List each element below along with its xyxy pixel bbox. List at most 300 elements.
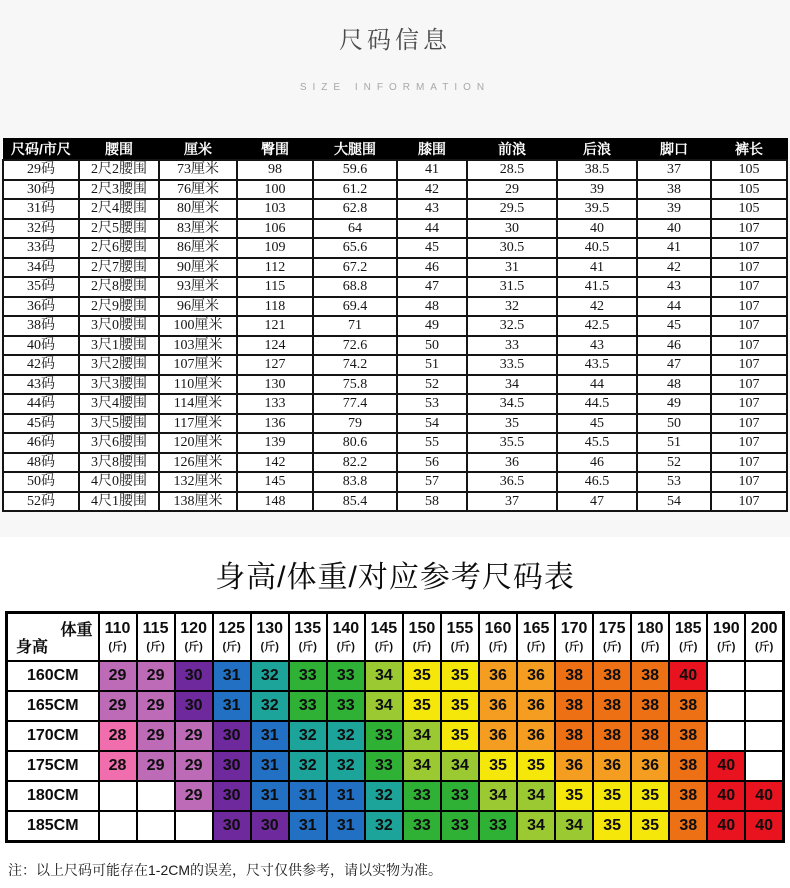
size-table-row — [3, 375, 787, 395]
size-cell: 39.5 — [557, 199, 637, 219]
weight-value: 135 — [294, 620, 322, 637]
size-cell: 38码 — [3, 316, 79, 336]
size-cell: 42.5 — [557, 316, 637, 336]
weight-unit: (斤) — [754, 641, 774, 653]
size-cell: 57 — [397, 472, 467, 492]
size-cell: 40 — [637, 219, 711, 239]
size-cell: 58 — [397, 492, 467, 512]
weight-col-header — [593, 613, 631, 662]
size-cell: 80.6 — [313, 433, 397, 453]
size-cell: 2尺4腰围 — [79, 199, 159, 219]
ref-size-cell: 35 — [593, 811, 631, 842]
size-cell: 42 — [637, 258, 711, 278]
size-cell: 53 — [397, 394, 467, 414]
size-cell: 107 — [711, 219, 787, 239]
weight-value: 125 — [218, 620, 246, 637]
size-cell: 107 — [711, 433, 787, 453]
weight-col-header — [99, 613, 137, 662]
size-cell: 42 — [557, 297, 637, 317]
page-title: 尺码信息 — [339, 27, 451, 54]
ref-size-cell: 40 — [745, 781, 783, 811]
size-table-body — [3, 160, 787, 511]
ref-size-cell: 29 — [137, 751, 175, 781]
ref-size-cell: 33 — [441, 811, 479, 842]
size-cell: 107 — [711, 297, 787, 317]
ref-size-cell: 34 — [517, 781, 555, 811]
ref-size-cell — [707, 691, 745, 721]
size-cell: 46 — [637, 336, 711, 356]
ref-size-cell: 36 — [517, 691, 555, 721]
size-cell: 49 — [397, 316, 467, 336]
ref-size-cell — [745, 721, 783, 751]
size-cell: 44码 — [3, 394, 79, 414]
weight-unit: (斤) — [108, 641, 127, 653]
weight-label: 体重 — [60, 622, 93, 639]
size-cell: 121 — [237, 316, 313, 336]
size-cell: 48 — [637, 375, 711, 395]
size-cell: 130 — [237, 375, 313, 395]
ref-size-cell: 36 — [479, 721, 517, 751]
size-cell: 62.8 — [313, 199, 397, 219]
ref-size-cell: 35 — [555, 781, 593, 811]
ref-size-cell: 35 — [631, 781, 669, 811]
ref-size-cell: 38 — [631, 691, 669, 721]
weight-col-header — [327, 613, 365, 662]
weight-unit: (斤) — [260, 641, 279, 653]
height-row-header: 185CM — [7, 811, 99, 842]
size-table-row — [3, 472, 787, 492]
size-cell: 55 — [397, 433, 467, 453]
size-cell: 40.5 — [557, 238, 637, 258]
size-cell: 33码 — [3, 238, 79, 258]
ref-size-cell: 35 — [479, 751, 517, 781]
weight-value: 180 — [636, 620, 664, 637]
size-cell: 40 — [557, 219, 637, 239]
size-cell: 127 — [237, 355, 313, 375]
size-cell: 2尺9腰围 — [79, 297, 159, 317]
size-col-header: 脚口 — [637, 139, 711, 161]
weight-unit: (斤) — [679, 641, 698, 653]
weight-value: 165 — [522, 620, 550, 637]
size-cell: 35码 — [3, 277, 79, 297]
weight-value: 185 — [674, 620, 702, 637]
size-cell: 142 — [237, 453, 313, 473]
ref-size-cell: 38 — [631, 661, 669, 691]
ref-size-cell: 40 — [707, 751, 745, 781]
ref-size-cell: 36 — [555, 751, 593, 781]
weight-value: 115 — [142, 620, 169, 637]
ref-size-cell: 29 — [137, 661, 175, 691]
ref-size-cell: 30 — [213, 781, 251, 811]
ref-size-cell: 38 — [631, 721, 669, 751]
ref-size-cell: 34 — [479, 781, 517, 811]
weight-value: 200 — [750, 620, 778, 637]
size-cell: 44 — [397, 219, 467, 239]
ref-size-cell: 38 — [593, 661, 631, 691]
ref-size-cell: 36 — [593, 751, 631, 781]
size-table — [2, 138, 788, 512]
size-cell: 107 — [711, 355, 787, 375]
ref-size-cell — [175, 811, 213, 842]
weight-col-header — [707, 613, 745, 662]
size-cell: 41 — [637, 238, 711, 258]
size-cell: 64 — [313, 219, 397, 239]
size-table-row — [3, 414, 787, 434]
weight-col-header — [441, 613, 479, 662]
weight-unit: (斤) — [184, 641, 203, 653]
weight-value: 190 — [712, 620, 740, 637]
ref-table-row — [7, 751, 784, 781]
size-cell: 35 — [467, 414, 557, 434]
ref-size-cell: 34 — [365, 691, 403, 721]
size-cell: 69.4 — [313, 297, 397, 317]
weight-value: 130 — [256, 620, 284, 637]
weight-unit: (斤) — [374, 641, 394, 653]
ref-size-cell: 34 — [365, 661, 403, 691]
size-cell: 107 — [711, 394, 787, 414]
size-cell: 42码 — [3, 355, 79, 375]
size-cell: 2尺3腰围 — [79, 180, 159, 200]
weight-value: 120 — [180, 620, 207, 637]
weight-unit: (斤) — [412, 641, 432, 653]
height-row-header: 175CM — [7, 751, 99, 781]
ref-size-cell: 29 — [99, 691, 137, 721]
ref-size-cell: 28 — [99, 751, 137, 781]
height-row-header: 165CM — [7, 691, 99, 721]
size-cell: 74.2 — [313, 355, 397, 375]
size-cell: 52 — [397, 375, 467, 395]
size-cell: 44 — [557, 375, 637, 395]
ref-table-row — [7, 721, 784, 751]
weight-col-header — [669, 613, 707, 662]
size-cell: 103厘米 — [159, 336, 237, 356]
size-cell: 86厘米 — [159, 238, 237, 258]
size-cell: 61.2 — [313, 180, 397, 200]
ref-size-cell — [707, 721, 745, 751]
size-cell: 115 — [237, 277, 313, 297]
size-cell: 29码 — [3, 160, 79, 180]
size-cell: 82.2 — [313, 453, 397, 473]
ref-size-cell: 35 — [441, 661, 479, 691]
size-cell: 31.5 — [467, 277, 557, 297]
size-cell: 77.4 — [313, 394, 397, 414]
ref-size-cell: 31 — [213, 661, 251, 691]
size-cell: 43码 — [3, 375, 79, 395]
size-cell: 36.5 — [467, 472, 557, 492]
ref-size-cell: 33 — [479, 811, 517, 842]
ref-size-cell: 35 — [441, 721, 479, 751]
size-cell: 3尺6腰围 — [79, 433, 159, 453]
size-col-header: 前浪 — [467, 139, 557, 161]
size-cell: 41 — [397, 160, 467, 180]
size-cell: 107 — [711, 472, 787, 492]
ref-size-cell: 34 — [555, 811, 593, 842]
ref-size-cell — [745, 751, 783, 781]
ref-size-cell: 33 — [365, 751, 403, 781]
ref-size-cell: 32 — [289, 721, 327, 751]
size-cell: 44.5 — [557, 394, 637, 414]
ref-size-cell: 36 — [479, 661, 517, 691]
size-cell: 46 — [557, 453, 637, 473]
ref-size-cell: 34 — [517, 811, 555, 842]
size-col-header: 大腿围 — [313, 139, 397, 161]
size-cell: 106 — [237, 219, 313, 239]
size-col-header: 臀围 — [237, 139, 313, 161]
weight-col-header — [517, 613, 555, 662]
ref-size-cell: 32 — [251, 691, 289, 721]
size-cell: 3尺0腰围 — [79, 316, 159, 336]
size-cell: 83厘米 — [159, 219, 237, 239]
ref-size-cell: 30 — [213, 811, 251, 842]
size-cell: 133 — [237, 394, 313, 414]
size-cell: 51 — [637, 433, 711, 453]
size-cell: 40码 — [3, 336, 79, 356]
size-table-row — [3, 219, 787, 239]
ref-size-cell: 40 — [745, 811, 783, 842]
size-cell: 124 — [237, 336, 313, 356]
ref-size-cell: 38 — [593, 691, 631, 721]
size-cell: 68.8 — [313, 277, 397, 297]
ref-size-cell: 38 — [555, 721, 593, 751]
weight-unit: (斤) — [450, 641, 470, 653]
size-cell: 4尺0腰围 — [79, 472, 159, 492]
size-cell: 48 — [397, 297, 467, 317]
size-cell: 80厘米 — [159, 199, 237, 219]
size-cell: 32码 — [3, 219, 79, 239]
size-cell: 51 — [397, 355, 467, 375]
size-cell: 52 — [637, 453, 711, 473]
ref-size-cell: 31 — [251, 781, 289, 811]
weight-value: 155 — [446, 620, 474, 637]
ref-table-row — [7, 811, 784, 842]
ref-size-cell — [99, 781, 137, 811]
size-cell: 100厘米 — [159, 316, 237, 336]
size-table-row — [3, 453, 787, 473]
ref-size-cell: 30 — [175, 691, 213, 721]
size-cell: 31 — [467, 258, 557, 278]
ref-size-cell: 31 — [289, 781, 327, 811]
ref-size-cell: 33 — [403, 781, 441, 811]
size-cell: 96厘米 — [159, 297, 237, 317]
ref-size-cell: 30 — [251, 811, 289, 842]
size-table-row — [3, 355, 787, 375]
height-label: 身高 — [16, 639, 49, 656]
weight-col-header — [631, 613, 669, 662]
size-cell: 52码 — [3, 492, 79, 512]
size-col-header: 裤长 — [711, 139, 787, 161]
size-cell: 2尺6腰围 — [79, 238, 159, 258]
ref-size-cell: 32 — [251, 661, 289, 691]
size-cell: 3尺2腰围 — [79, 355, 159, 375]
size-cell: 34码 — [3, 258, 79, 278]
ref-size-cell — [745, 691, 783, 721]
size-table-row — [3, 433, 787, 453]
size-cell: 107 — [711, 492, 787, 512]
weight-value: 170 — [560, 620, 588, 637]
size-cell: 79 — [313, 414, 397, 434]
ref-size-cell: 38 — [669, 691, 707, 721]
weight-value: 150 — [408, 620, 436, 637]
size-cell: 50码 — [3, 472, 79, 492]
size-table-row — [3, 238, 787, 258]
size-col-header: 膝围 — [397, 139, 467, 161]
size-cell: 30.5 — [467, 238, 557, 258]
weight-value: 110 — [104, 620, 131, 637]
size-cell: 37 — [637, 160, 711, 180]
weight-col-header — [213, 613, 251, 662]
size-cell: 46.5 — [557, 472, 637, 492]
ref-size-cell: 35 — [403, 661, 441, 691]
ref-size-cell: 35 — [517, 751, 555, 781]
ref-size-cell — [99, 811, 137, 842]
size-cell: 114厘米 — [159, 394, 237, 414]
weight-col-header — [403, 613, 441, 662]
size-cell: 107 — [711, 258, 787, 278]
reference-table-title: 身高/体重/对应参考尺码表 — [215, 561, 575, 594]
size-cell: 107 — [711, 238, 787, 258]
size-cell: 34.5 — [467, 394, 557, 414]
size-cell: 105 — [711, 180, 787, 200]
weight-unit: (斤) — [298, 641, 317, 653]
size-cell: 107 — [711, 453, 787, 473]
ref-size-cell: 36 — [479, 691, 517, 721]
ref-size-cell: 40 — [707, 781, 745, 811]
size-cell: 28.5 — [467, 160, 557, 180]
size-cell: 136 — [237, 414, 313, 434]
size-cell: 43 — [397, 199, 467, 219]
size-cell: 107 — [711, 375, 787, 395]
size-cell: 54 — [637, 492, 711, 512]
ref-table-header-row — [7, 613, 784, 662]
size-cell: 112 — [237, 258, 313, 278]
size-cell: 29 — [467, 180, 557, 200]
ref-size-cell: 35 — [403, 691, 441, 721]
size-cell: 48码 — [3, 453, 79, 473]
ref-size-cell: 35 — [593, 781, 631, 811]
ref-size-cell: 31 — [213, 691, 251, 721]
ref-size-cell: 38 — [669, 811, 707, 842]
ref-size-cell: 31 — [327, 781, 365, 811]
size-cell: 139 — [237, 433, 313, 453]
size-cell: 93厘米 — [159, 277, 237, 297]
ref-table-body — [7, 661, 784, 842]
ref-size-cell: 32 — [327, 721, 365, 751]
size-cell: 43.5 — [557, 355, 637, 375]
ref-size-cell: 33 — [327, 661, 365, 691]
size-table-row — [3, 180, 787, 200]
size-cell: 98 — [237, 160, 313, 180]
ref-size-cell: 29 — [175, 721, 213, 751]
size-cell: 118 — [237, 297, 313, 317]
ref-size-cell: 38 — [555, 691, 593, 721]
size-cell: 103 — [237, 199, 313, 219]
size-cell: 83.8 — [313, 472, 397, 492]
size-cell: 132厘米 — [159, 472, 237, 492]
ref-size-cell: 29 — [99, 661, 137, 691]
size-cell: 35.5 — [467, 433, 557, 453]
weight-unit: (斤) — [222, 641, 241, 653]
ref-size-cell: 38 — [555, 661, 593, 691]
reference-table — [5, 611, 785, 843]
size-cell: 4尺1腰围 — [79, 492, 159, 512]
size-table-row — [3, 277, 787, 297]
size-cell: 46码 — [3, 433, 79, 453]
note-text: 注：以上尺码可能存在1-2CM的误差，尺寸仅供参考，请以实物为准。 — [8, 862, 443, 878]
size-cell: 47 — [397, 277, 467, 297]
size-cell: 2尺7腰围 — [79, 258, 159, 278]
ref-size-cell: 33 — [327, 691, 365, 721]
size-cell: 2尺8腰围 — [79, 277, 159, 297]
size-cell: 45 — [557, 414, 637, 434]
size-cell: 54 — [397, 414, 467, 434]
ref-size-cell: 40 — [707, 811, 745, 842]
ref-size-cell — [745, 661, 783, 691]
size-cell: 45码 — [3, 414, 79, 434]
size-table-row — [3, 394, 787, 414]
size-cell: 45 — [637, 316, 711, 336]
size-cell: 3尺8腰围 — [79, 453, 159, 473]
size-cell: 67.2 — [313, 258, 397, 278]
ref-size-cell: 33 — [441, 781, 479, 811]
size-cell: 36码 — [3, 297, 79, 317]
size-cell: 45.5 — [557, 433, 637, 453]
size-cell: 32.5 — [467, 316, 557, 336]
corner-cell — [7, 613, 99, 662]
size-cell: 76厘米 — [159, 180, 237, 200]
height-row-header: 180CM — [7, 781, 99, 811]
size-cell: 107厘米 — [159, 355, 237, 375]
weight-col-header — [251, 613, 289, 662]
ref-size-cell — [137, 811, 175, 842]
size-table-row — [3, 316, 787, 336]
size-cell: 56 — [397, 453, 467, 473]
size-cell: 72.6 — [313, 336, 397, 356]
ref-size-cell: 33 — [403, 811, 441, 842]
size-cell: 73厘米 — [159, 160, 237, 180]
ref-size-cell: 33 — [289, 691, 327, 721]
ref-size-cell: 35 — [441, 691, 479, 721]
size-table-row — [3, 199, 787, 219]
size-cell: 30码 — [3, 180, 79, 200]
ref-size-cell: 30 — [213, 721, 251, 751]
size-table-row — [3, 160, 787, 180]
size-cell: 109 — [237, 238, 313, 258]
ref-size-cell: 31 — [251, 751, 289, 781]
size-cell: 3尺4腰围 — [79, 394, 159, 414]
weight-col-header — [745, 613, 783, 662]
size-cell: 45 — [397, 238, 467, 258]
size-cell: 47 — [637, 355, 711, 375]
size-cell: 42 — [397, 180, 467, 200]
size-cell: 38.5 — [557, 160, 637, 180]
size-cell: 117厘米 — [159, 414, 237, 434]
size-cell: 37 — [467, 492, 557, 512]
size-cell: 36 — [467, 453, 557, 473]
size-cell: 49 — [637, 394, 711, 414]
ref-size-cell: 32 — [327, 751, 365, 781]
size-cell: 126厘米 — [159, 453, 237, 473]
size-cell: 138厘米 — [159, 492, 237, 512]
ref-size-cell: 38 — [669, 721, 707, 751]
size-cell: 85.4 — [313, 492, 397, 512]
ref-size-cell: 33 — [365, 721, 403, 751]
size-cell: 39 — [637, 199, 711, 219]
size-cell: 71 — [313, 316, 397, 336]
size-cell: 75.8 — [313, 375, 397, 395]
size-cell: 65.6 — [313, 238, 397, 258]
ref-size-cell — [137, 781, 175, 811]
weight-col-header — [137, 613, 175, 662]
